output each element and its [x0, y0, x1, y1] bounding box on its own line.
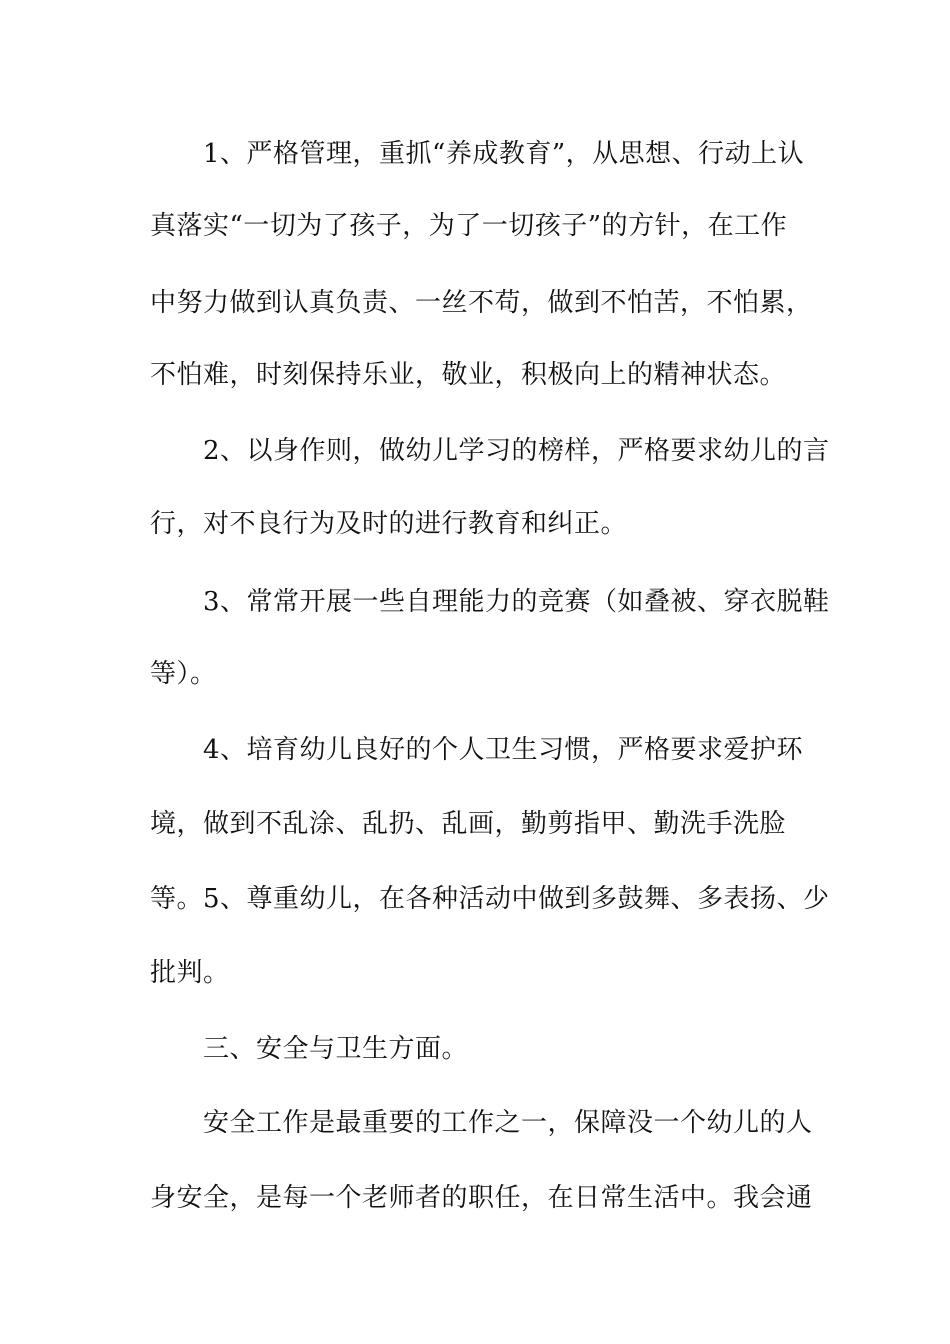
paragraph-1-line-2: 真落实“一切为了孩子，为了一切孩子”的方针，在工作: [150, 211, 788, 241]
paragraph-4-line-1: 4、培育幼儿良好的个人卫生习惯，严格要求爱护环: [203, 735, 804, 765]
paragraph-6-line-1: 安全工作是最重要的工作之一，保障没一个幼儿的人: [203, 1108, 813, 1138]
paragraph-1-line-4: 不怕难，时刻保持乐业，敬业，积极向上的精神状态。: [150, 360, 787, 390]
paragraph-1-line-3: 中努力做到认真负责、一丝不苟，做到不怕苦，不怕累，: [150, 288, 813, 318]
paragraph-6-line-2: 身安全，是每一个老师者的职任，在日常生活中。我会通: [150, 1183, 813, 1213]
paragraph-2-line-1: 2、以身作则，做幼儿学习的榜样，严格要求幼儿的言: [203, 436, 830, 466]
paragraph-3-line-2: 等）。: [150, 659, 217, 689]
paragraph-3-line-1: 3、常常开展一些自理能力的竞赛（如叠被、穿衣脱鞋: [203, 587, 830, 617]
paragraph-2-line-2: 行，对不良行为及时的进行教育和纠正。: [150, 509, 628, 539]
section-heading: 三、安全与卫生方面。: [203, 1034, 469, 1064]
paragraph-1-line-1: 1、严格管理，重抓“养成教育”，从思想、行动上认: [203, 139, 805, 169]
paragraph-4-line-3: 等。5、尊重幼儿，在各种活动中做到多鼓舞、多表扬、少: [150, 884, 830, 914]
paragraph-4-line-4: 批判。: [150, 958, 230, 988]
paragraph-4-line-2: 境，做到不乱涂、乱扔、乱画，勤剪指甲、勤洗手洗脸: [150, 809, 787, 839]
